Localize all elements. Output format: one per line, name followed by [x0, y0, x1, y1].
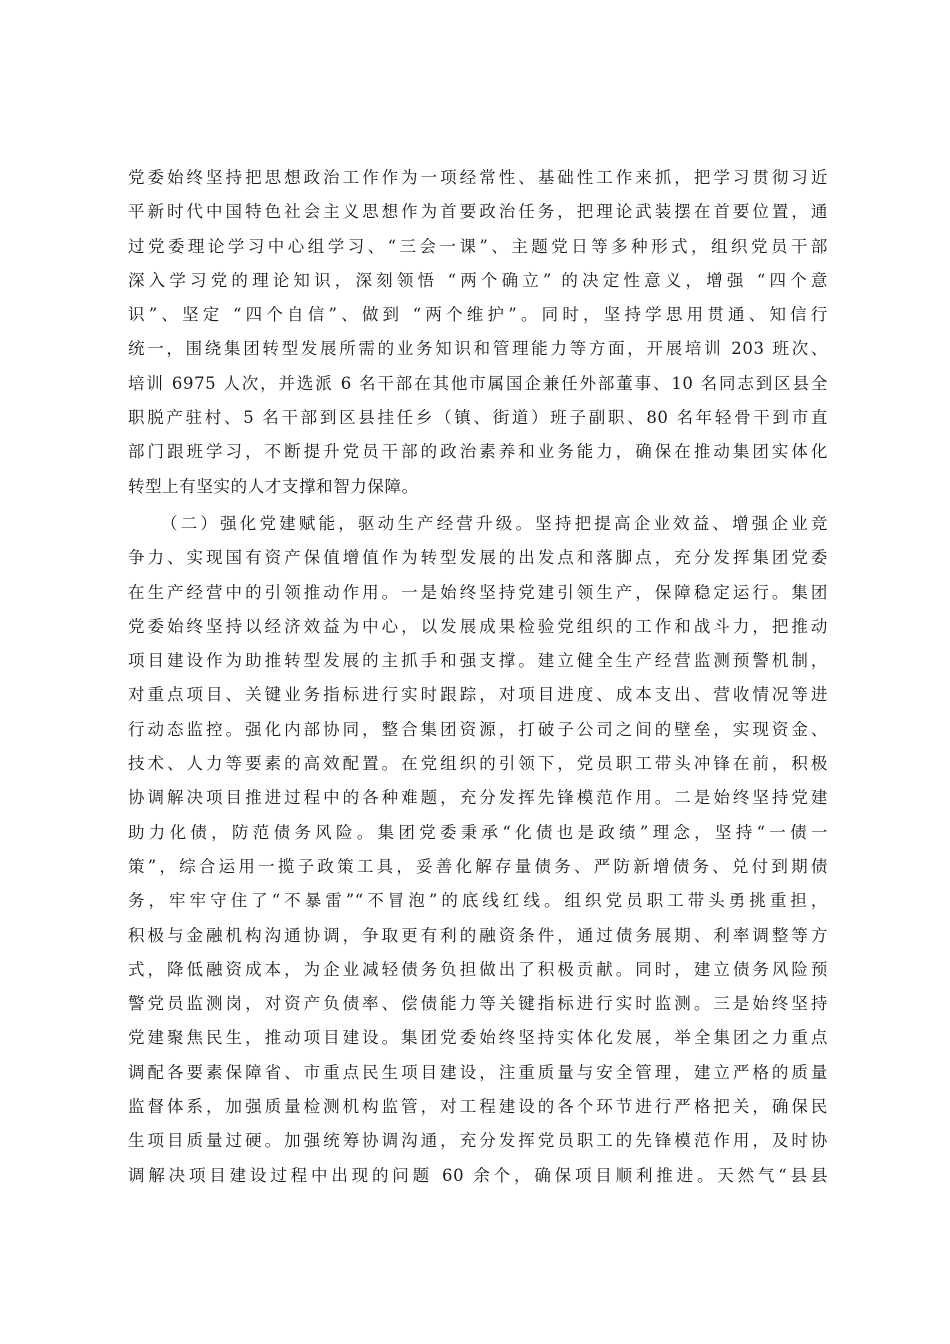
paragraph-line: 平新时代中国特色社会主义思想作为首要政治任务，把理论武装摆在首要位置，通	[128, 202, 828, 222]
paragraph-line: 深入学习党的理论知识，深刻领悟 “两个确立” 的决定性意义，增强 “四个意	[128, 270, 828, 290]
paragraph-line: 生项目质量过硬。加强统筹协调沟通，充分发挥党员职工的先锋模范作用，及时协	[128, 1131, 828, 1151]
paragraph-line: 转型上有坚实的人才支撑和智力保障。	[128, 476, 419, 496]
paragraph-line: 项目建设作为助推转型发展的主抓手和强支撑。建立健全生产经营监测预警机制，	[128, 651, 828, 671]
paragraph-line: 对重点项目、关键业务指标进行实时跟踪，对项目进度、成本支出、营收情况等进	[128, 685, 828, 705]
paragraph-line: 协调解决项目推进过程中的各种难题，充分发挥先锋模范作用。二是始终坚持党建	[128, 788, 828, 808]
paragraph-line: 统一，围绕集团转型发展所需的业务知识和管理能力等方面，开展培训 203 班次、	[128, 339, 828, 359]
paragraph-line: 警党员监测岗，对资产负债率、偿债能力等关键指标进行实时监测。三是始终坚持	[128, 994, 828, 1014]
paragraph-2	[128, 507, 828, 1193]
paragraph-line: （二）强化党建赋能，驱动生产经营升级。坚持把提高企业效益、增强企业竞	[161, 514, 828, 533]
paragraph-line: 务，牢牢守住了“不暴雷”“不冒泡”的底线红线。组织党员职工带头勇挑重担，	[128, 891, 828, 911]
paragraph-line: 技术、人力等要素的高效配置。在党组织的引领下，党员职工带头冲锋在前，积极	[128, 754, 828, 774]
paragraph-line: 在生产经营中的引领推动作用。一是始终坚持党建引领生产，保障稳定运行。集团	[128, 582, 828, 602]
paragraph-line: 职脱产驻村、5 名干部到区县挂任乡（镇、街道）班子副职、80 名年轻骨干到市直	[128, 408, 828, 428]
paragraph-line: 部门跟班学习，不断提升党员干部的政治素养和业务能力，确保在推动集团实体化	[128, 442, 828, 462]
paragraph-line: 党建聚焦民生，推动项目建设。集团党委始终坚持实体化发展，举全集团之力重点	[128, 1028, 828, 1048]
paragraph-line: 助力化债，防范债务风险。集团党委秉承“化债也是政绩”理念，坚持“一债一	[128, 822, 828, 842]
paragraph-line: 式，降低融资成本，为企业减轻债务负担做出了积极贡献。同时，建立债务风险预	[128, 959, 828, 979]
paragraph-line: 策”，综合运用一揽子政策工具，妥善化解存量债务、严防新增债务、兑付到期债	[128, 856, 828, 876]
paragraph-line: 行动态监控。强化内部协同，整合集团资源，打破子公司之间的壁垒，实现资金、	[128, 719, 828, 739]
paragraph-line: 监督体系，加强质量检测机构监管，对工程建设的各个环节进行严格把关，确保民	[128, 1097, 828, 1117]
paragraph-line: 调解决项目建设过程中出现的问题 60 余个，确保项目顺利推进。天然气“县县	[128, 1165, 828, 1185]
paragraph-line: 过党委理论学习中心组学习、“三会一课”、主题党日等多种形式，组织党员干部	[128, 236, 828, 256]
paragraph-line: 党委始终坚持把思想政治工作作为一项经常性、基础性工作来抓，把学习贯彻习近	[128, 168, 828, 187]
paragraph-line: 积极与金融机构沟通协调，争取更有利的融资条件，通过债务展期、利率调整等方	[128, 925, 828, 945]
paragraph-line: 培训 6975 人次，并选派 6 名干部在其他市属国企兼任外部董事、10 名同志到区县全	[128, 373, 828, 393]
paragraph-line: 调配各要素保障省、市重点民生项目建设，注重质量与安全管理，建立严格的质量	[128, 1062, 828, 1082]
paragraph-line: 争力、实现国有资产保值增值作为转型发展的出发点和落脚点，充分发挥集团党委	[128, 548, 828, 568]
paragraph-line: 识”、坚定 “四个自信”、做到 “两个维护”。同时，坚持学思用贯通、知信行	[128, 305, 828, 325]
paragraph-1	[128, 161, 828, 504]
paragraph-line: 党委始终坚持以经济效益为中心，以发展成果检验党组织的工作和战斗力，把推动	[128, 616, 828, 636]
